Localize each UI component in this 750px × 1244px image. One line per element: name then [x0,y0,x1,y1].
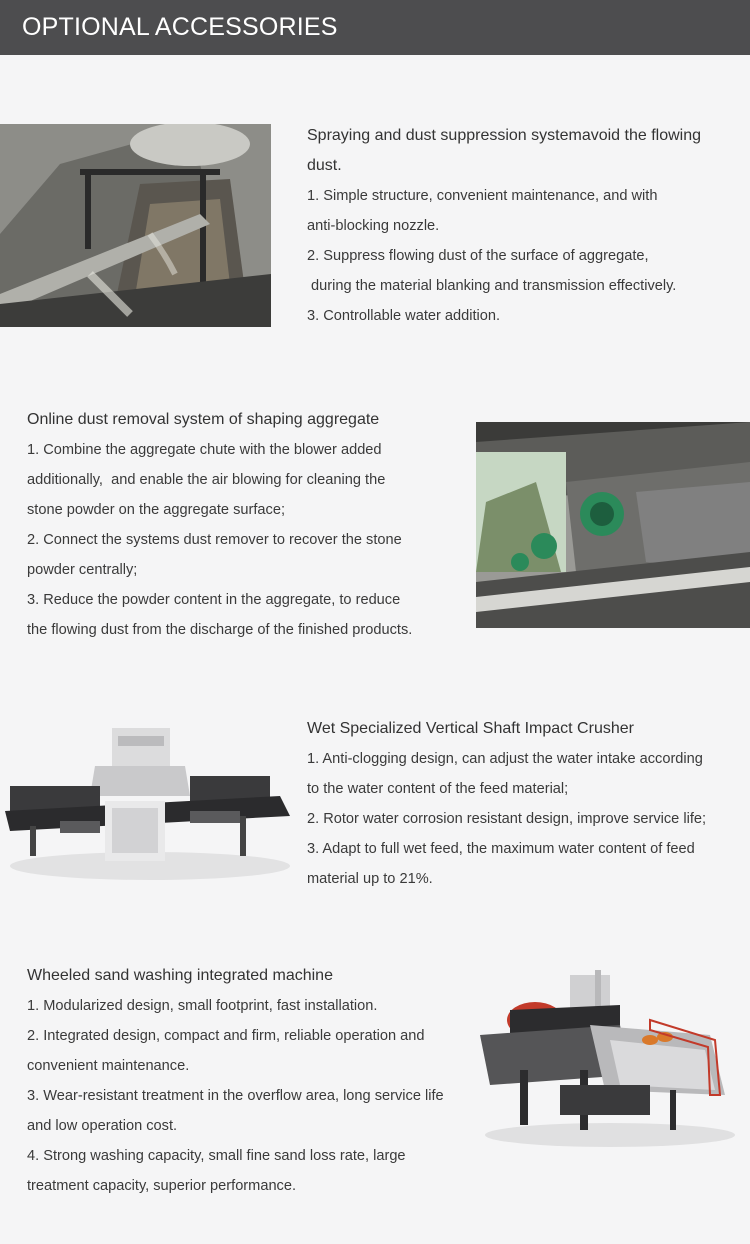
section-line: 3. Controllable water addition. [307,308,501,324]
vsi-crusher-photo [0,716,296,886]
section-line: and low operation cost. [27,1118,178,1134]
section-line: 1. Modularized design, small footprint, fast installation. [27,998,378,1014]
section-title: dust. [307,157,342,174]
sand-washing-machine-photo [470,965,740,1150]
page-header [0,0,750,55]
section-title: Spraying and dust suppression systemavoid the flowing [307,127,701,144]
section-title: Online dust removal system of shaping aggregate [27,411,380,428]
section-dust-removal-text [27,405,467,645]
section-line: 2. Connect the systems dust remover to recover the stone [27,532,402,548]
section-line: 1. Simple structure, convenient maintenance, and with [307,188,658,204]
section-line: 1. Anti-clogging design, can adjust the water intake according [307,751,703,767]
section-line: additionally, and enable the air blowing for cleaning the [27,472,386,488]
section-line: 2. Integrated design, compact and firm, reliable operation and [27,1028,425,1044]
page-title: OPTIONAL ACCESSORIES [22,13,338,41]
section-vsi-text [307,714,747,894]
section-line: 3. Wear-resistant treatment in the overflow area, long service life [27,1088,444,1104]
section-line: to the water content of the feed material; [307,781,569,797]
section-line: the flowing dust from the discharge of the finished products. [27,622,413,638]
section-line: 3. Reduce the powder content in the aggregate, to reduce [27,592,401,608]
section-line: powder centrally; [27,562,138,578]
section-title: Wheeled sand washing integrated machine [27,967,333,984]
section-sand-washing-text [27,961,472,1201]
section-line: anti-blocking nozzle. [307,218,440,234]
section-line: 2. Rotor water corrosion resistant design, improve service life; [307,811,707,827]
section-line: 3. Adapt to full wet feed, the maximum water content of feed [307,841,695,857]
section-line: 4. Strong washing capacity, small fine sand loss rate, large [27,1148,406,1164]
spraying-system-photo [0,124,271,327]
section-line: during the material blanking and transmission effectively. [307,278,677,294]
section-line: stone powder on the aggregate surface; [27,502,285,518]
dust-removal-photo [476,422,750,628]
section-line: material up to 21%. [307,871,433,887]
section-line: 1. Combine the aggregate chute with the blower added [27,442,382,458]
section-line: 2. Suppress flowing dust of the surface of aggregate, [307,248,649,264]
section-line: treatment capacity, superior performance. [27,1178,297,1194]
section-title: Wet Specialized Vertical Shaft Impact Crusher [307,720,634,737]
section-line: convenient maintenance. [27,1058,190,1074]
section-spraying-text [307,121,747,331]
